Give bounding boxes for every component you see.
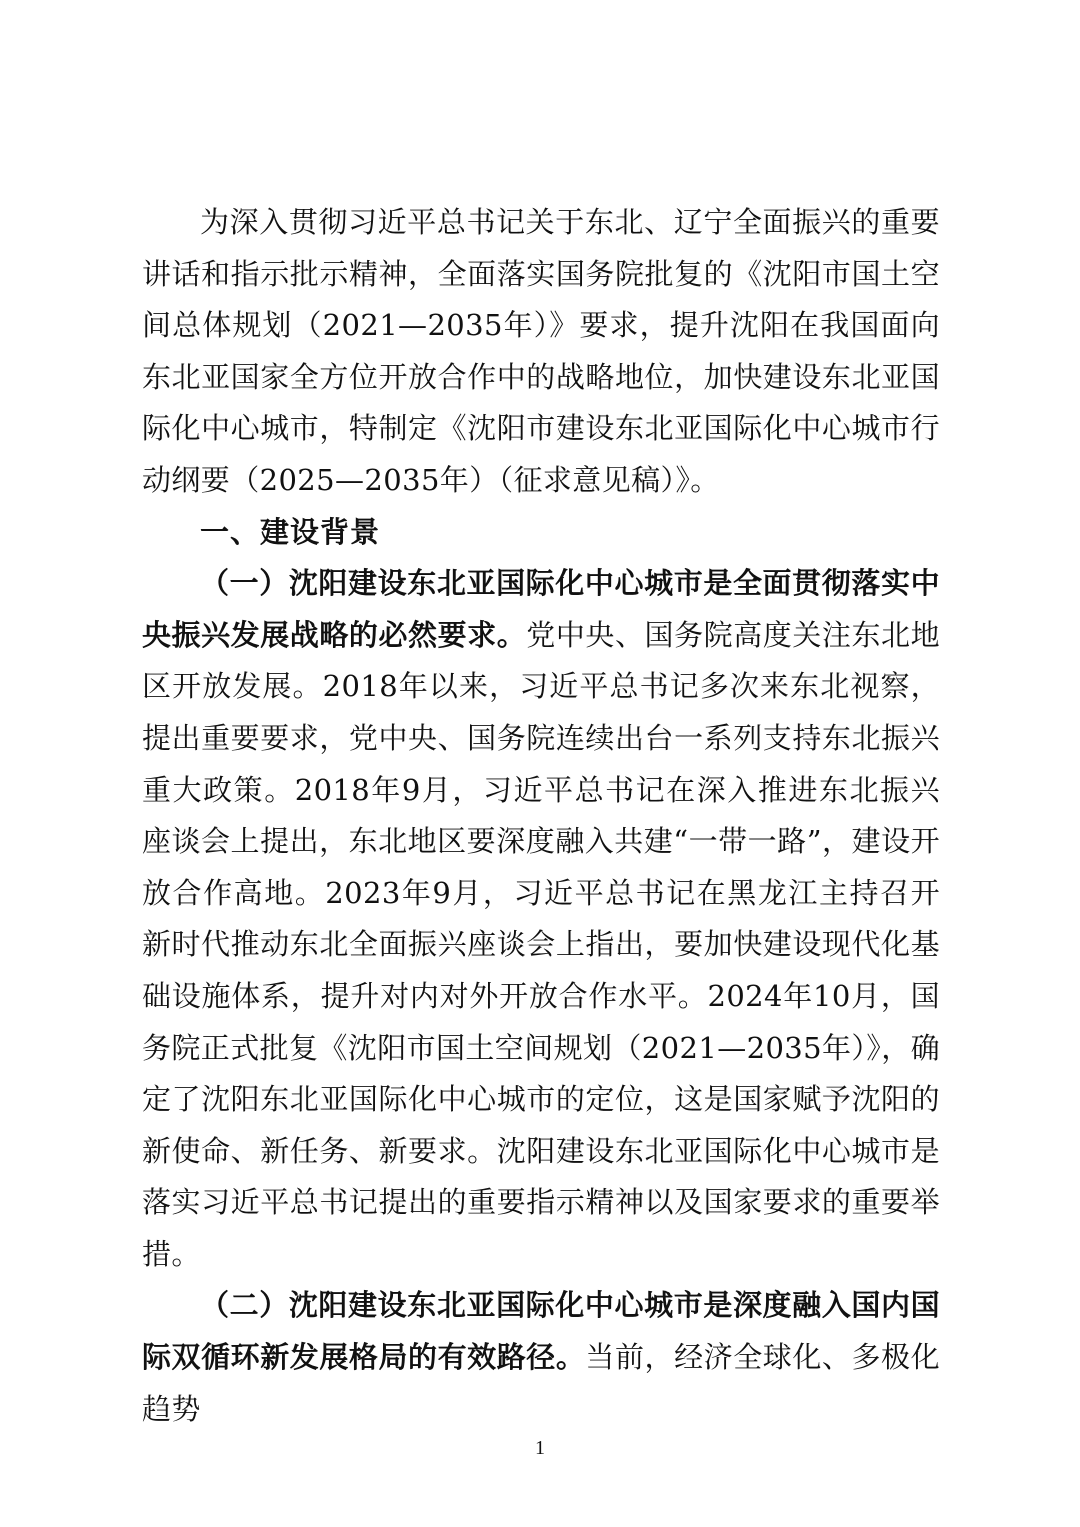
page-number: 1: [535, 1437, 545, 1459]
subsection-1-paragraph: [142, 558, 940, 1280]
subsection-2-paragraph: [142, 1280, 940, 1435]
document-body: [142, 197, 940, 1435]
subsection-1-lead: （一）沈阳建设东北亚国际化中心城市是全面贯彻落实中央振兴发展战略的必然要求。: [142, 566, 940, 652]
section-heading-background: 一、建设背景: [200, 514, 381, 549]
subsection-1-body: 党中央、国务院高度关注东北地区开放发展。2018年以来，习近平总书记多次来东北视察，提出重要要求，党中央、国务院连续出台一系列支持东北振兴重大政策。2018年9月，习近平总书记在深入推进东北振兴座谈会上提出，东北地区要深度融入共建“一带一路”，建设开放合作高地。2023年9月，习近平总书记在黑龙江主持召开新时代推动东北全面振兴座谈会上指出，要加快建设现代化基础设施体系，提升对内对外开放合作水平。2024年10月，国务院正式批复《沈阳市国土空间规划（2021—2035年）》，确定了沈阳东北亚国际化中心城市的定位，这是国家赋予沈阳的新使命、新任务、新要求。沈阳建设东北亚国际化中心城市是落实习近平总书记提出的重要指示精神以及国家要求的重要举措。: [142, 617, 941, 1271]
subsection-2-lead: （二）沈阳建设东北亚国际化中心城市是深度融入国内国际双循环新发展格局的有效路径。: [142, 1288, 940, 1375]
subsection-2-body: 当前，经济全球化、多极化趋势: [142, 1340, 940, 1426]
intro-paragraph: 为深入贯彻习近平总书记关于东北、辽宁全面振兴的重要讲话和指示批示精神，全面落实国务院批复的《沈阳市国土空间总体规划（2021—2035年）》要求，提升沈阳在我国面向东北亚国家全方位开放合作中的战略地位，加快建设东北亚国际化中心城市，特制定《沈阳市建设东北亚国际化中心城市行动纲要（2025—2035年）（征求意见稿）》。: [142, 205, 940, 497]
